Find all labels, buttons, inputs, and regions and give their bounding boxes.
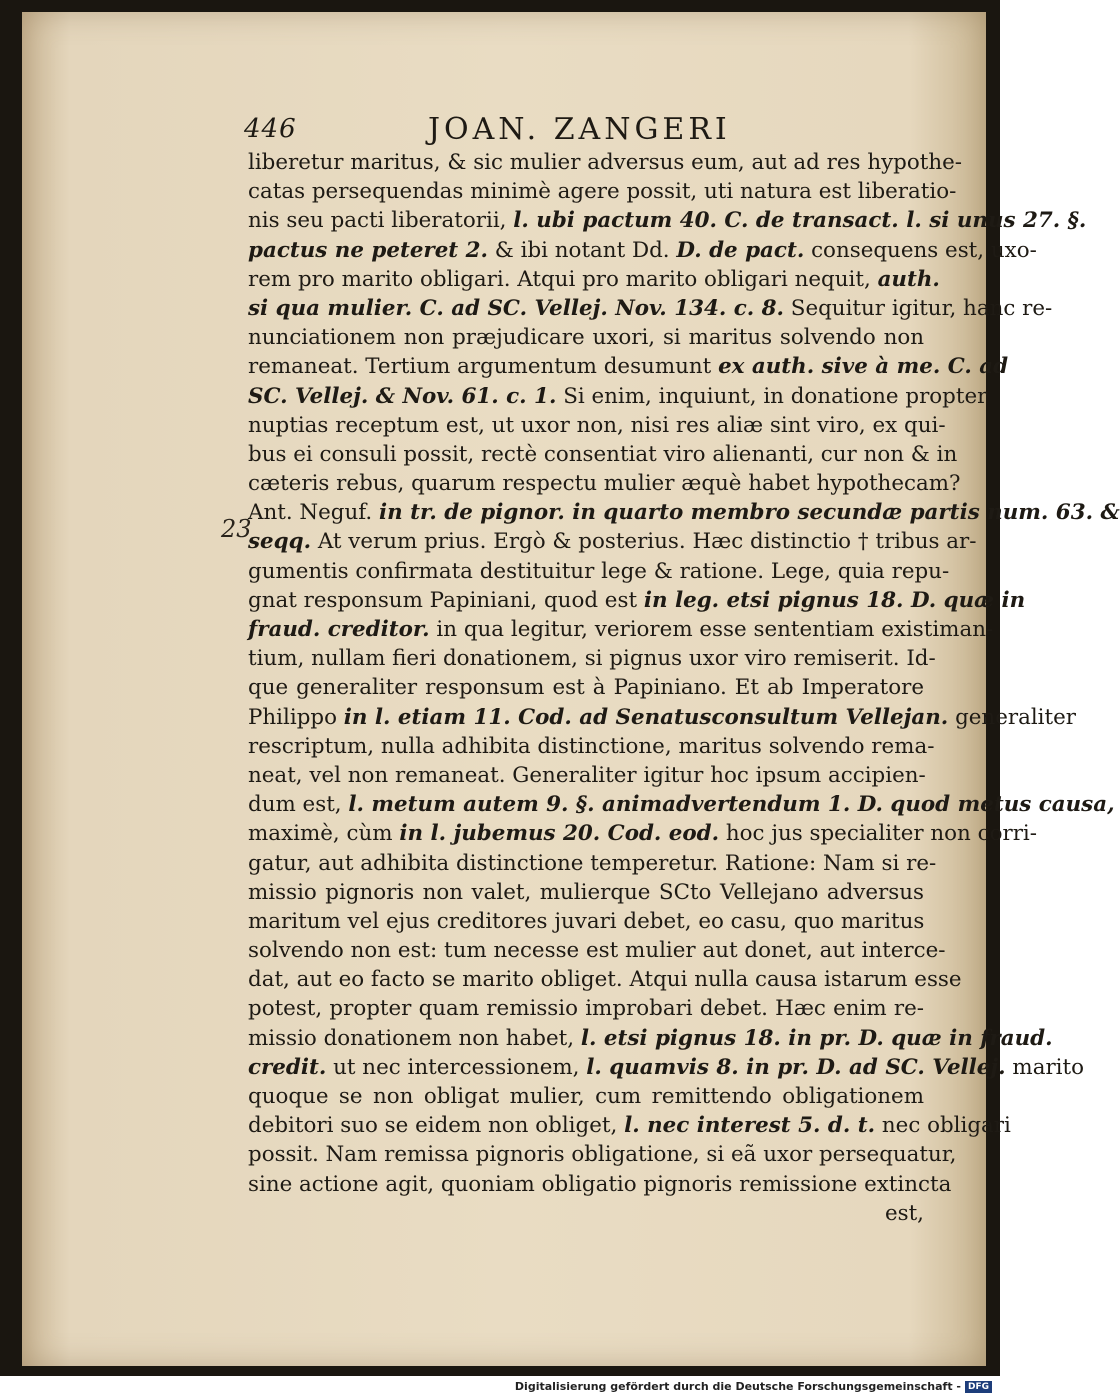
citation: ex auth. sive à me. C. ad [718, 354, 1009, 380]
text-line [248, 1082, 924, 1111]
footer-credit-text: Digitalisierung gefördert durch die Deutsche Forschungsgemeinschaft - [514, 1380, 961, 1393]
text-run: tium, nullam fieri donationem, si pignus uxor viro remiserit. Id- [248, 646, 936, 672]
citation: in l. etiam 11. Cod. ad Senatusconsultum Vellejan. [343, 704, 949, 730]
page-number: 446 [244, 114, 297, 144]
citation: in l. jubemus 20. Cod. eod. [399, 821, 720, 847]
text-run: nunciationem non præjudicare uxori, si maritus solvendo non [248, 325, 924, 351]
text-line [248, 1199, 924, 1228]
citation: fraud. creditor. [248, 617, 430, 642]
citation: auth. [877, 266, 940, 292]
text-run: consequens est, uxo- [804, 237, 1037, 263]
text-line [248, 352, 1009, 381]
text-line [248, 761, 924, 790]
text-line [248, 703, 1076, 732]
text-run: gatur, aut adhibita distinctione temperetur. Ratione: Nam si re- [248, 850, 937, 876]
text-run: quoque se non obligat mulier, cum remittendo obligationem [248, 1084, 924, 1109]
text-run: solvendo non est: tum necesse est mulier aut donet, aut interce- [248, 938, 946, 964]
citation: pactus ne peteret 2. [248, 237, 488, 263]
text-run: Ant. Neguf. [248, 500, 380, 526]
text-run: hoc jus specialiter non corri- [719, 821, 1037, 847]
book-page [22, 12, 1120, 1366]
text-line [248, 1111, 1011, 1140]
text-run: neat, vel non remaneat. Generaliter igitur hoc ipsum accipien- [248, 762, 926, 788]
text-line [248, 936, 946, 965]
citation: si qua mulier. C. ad SC. Vellej. Nov. 134. c. 8. [248, 295, 784, 321]
dfg-logo: DFG [965, 1381, 992, 1393]
text-line [248, 1170, 952, 1199]
text-line [248, 440, 958, 469]
text-run: liberetur maritus, & sic mulier adversus eum, aut ad res hypothe- [248, 150, 963, 175]
text-line [248, 498, 1120, 527]
citation: l. etsi pignus 18. in pr. D. quæ in fraud. [580, 1025, 1053, 1051]
text-run: generaliter [948, 704, 1076, 730]
text-line [248, 615, 994, 644]
text-block [244, 108, 1120, 1228]
text-run: est, [884, 1200, 924, 1226]
text-run: gnat responsum Papiniani, quod est [248, 587, 644, 613]
footer-credit [515, 1380, 992, 1393]
text-run: ut nec intercessionem, [326, 1054, 587, 1080]
text-line [248, 907, 924, 936]
citation: in tr. de pignor. in quarto membro secundæ partis num. 63. & [379, 500, 1120, 526]
text-run: bus ei consuli possit, rectè consentiat viro alienanti, cur non & in [248, 441, 958, 467]
citation: l. quamvis 8. in pr. D. ad SC. Vellej. [586, 1054, 1006, 1080]
citation: l. nec interest 5. d. t. [624, 1113, 876, 1139]
text-line [248, 790, 1115, 819]
body-text [248, 148, 1120, 1228]
text-line [248, 819, 1037, 848]
text-line [248, 994, 924, 1023]
text-run: possit. Nam remissa pignoris obligatione, si eã uxor persequatur, [248, 1142, 957, 1168]
text-run: nuptias receptum est, ut uxor non, nisi res aliæ sint viro, ex qui- [248, 412, 946, 438]
text-line [248, 206, 1087, 235]
text-line [248, 1053, 1084, 1082]
text-line [248, 527, 977, 556]
citation: l. metum autem 9. §. animadvertendum 1. D. quod metus causa, [348, 792, 1115, 818]
text-run: Philippo [248, 704, 344, 730]
text-run: gumentis confirmata destituitur lege & ratione. Lege, quia repu- [248, 558, 950, 584]
text-line [248, 469, 961, 498]
text-line [248, 673, 924, 702]
text-run: in qua legitur, veriorem esse sententiam existiman- [429, 617, 994, 642]
text-run: & ibi notant Dd. [487, 237, 677, 263]
text-run: maritum vel ejus creditores juvari debet, eo casu, quo maritus [248, 908, 925, 934]
citation: seqq. [248, 529, 312, 555]
citation: credit. [248, 1054, 327, 1080]
text-line [248, 1024, 1053, 1053]
text-line [248, 177, 957, 206]
text-run: dum est, [248, 792, 349, 818]
text-run: missio pignoris non valet, mulierque SCto Vellejano adversus [248, 879, 924, 905]
text-run: rescriptum, nulla adhibita distinctione, maritus solvendo rema- [248, 733, 935, 759]
text-line [248, 265, 940, 294]
citation: in leg. etsi pignus 18. D. quæ in [643, 587, 1026, 613]
citation: D. de pact. [676, 237, 805, 263]
citation: SC. Vellej. & Nov. 61. c. 1. [248, 383, 557, 409]
text-line [248, 849, 937, 878]
text-line [248, 1140, 957, 1169]
text-run: cæteris rebus, quarum respectu mulier æquè habet hypothecam? [248, 471, 961, 497]
text-line [248, 294, 1053, 323]
text-run: que generaliter responsum est à Papiniano. Et ab Imperatore [248, 675, 924, 701]
text-run: At verum prius. Ergò & posterius. Hæc distinctio † tribus ar- [311, 529, 977, 555]
text-line [248, 148, 963, 177]
text-run: catas persequendas minimè agere possit, uti natura est liberatio- [248, 179, 957, 205]
text-line [248, 644, 936, 673]
text-run: rem pro marito obligari. Atqui pro marito obligari nequit, [248, 266, 878, 292]
text-run: remaneat. Tertium argumentum desumunt [248, 354, 719, 380]
text-run: potest, propter quam remissio improbari debet. Hæc enim re- [248, 996, 924, 1022]
text-run: marito [1005, 1054, 1084, 1080]
text-run: missio donationem non habet, [248, 1025, 581, 1051]
text-line [248, 878, 924, 907]
page-header [244, 108, 924, 148]
text-line [248, 732, 935, 761]
running-head: JOAN. ZANGERI [428, 112, 731, 147]
text-line [248, 236, 1037, 265]
text-line [248, 557, 950, 586]
text-run: maximè, cùm [248, 821, 400, 847]
text-run: dat, aut eo facto se marito obliget. Atqui nulla causa istarum esse [248, 967, 962, 993]
citation: l. ubi pactum 40. C. de transact. l. si unus 27. §. [513, 208, 1087, 234]
text-line [248, 323, 924, 352]
text-line [248, 965, 962, 994]
margin-number: 23 [221, 515, 252, 543]
text-run: Sequitur igitur, hanc re- [784, 295, 1053, 321]
text-line [248, 586, 1026, 615]
text-run: nis seu pacti liberatorii, [248, 208, 514, 234]
text-run: Si enim, inquiunt, in donatione propter [556, 383, 988, 409]
text-run: sine actione agit, quoniam obligatio pignoris remissione extincta [248, 1171, 952, 1197]
text-run: debitori suo se eidem non obliget, [248, 1113, 625, 1139]
text-line [248, 411, 946, 440]
text-run: nec obligari [875, 1113, 1011, 1139]
text-line [248, 382, 988, 411]
